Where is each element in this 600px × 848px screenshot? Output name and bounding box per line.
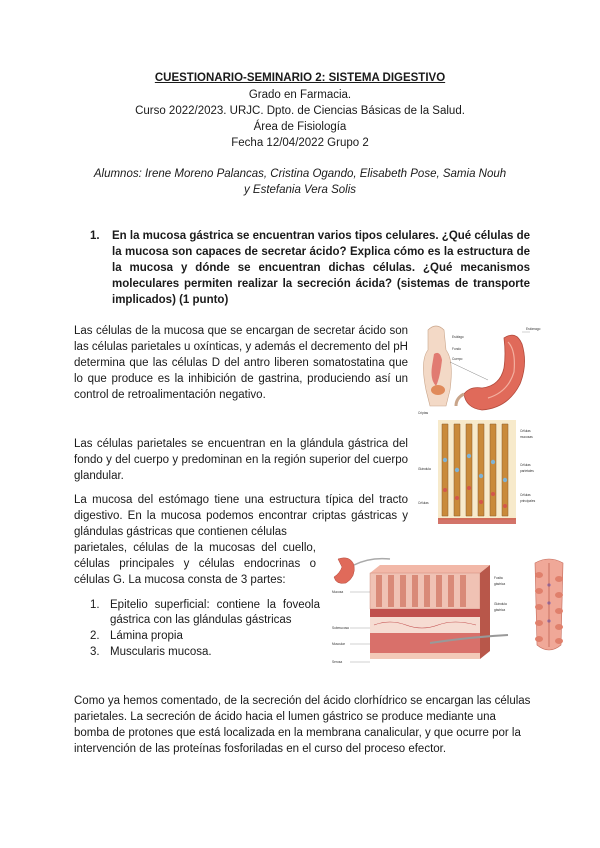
question-number: 1. xyxy=(90,230,100,242)
answer-paragraph-3a: La mucosa del estómago tiene una estructura típica del tracto digestivo. En la mucosa podemos encontrar criptas gástricas y glándulas gástricas que contienen células xyxy=(74,494,408,538)
answer-paragraph-3b: parietales, células de la mucosas del cuello, células principales y células endocrinas o células G. La mucosa consta de 3 partes: xyxy=(74,542,316,586)
svg-text:Criptas: Criptas xyxy=(418,411,429,415)
svg-text:Fosita: Fosita xyxy=(494,576,503,580)
list-item: 3. Muscularis mucosa. xyxy=(90,646,212,658)
svg-text:gástrica: gástrica xyxy=(494,608,506,612)
document-title: CUESTIONARIO-SEMINARIO 2: SISTEMA DIGESTIVO xyxy=(154,72,446,84)
label-serosa: Serosa xyxy=(332,660,343,664)
label-muscular: Muscular xyxy=(332,642,345,646)
authors-line-2: y Estefania Vera Solis xyxy=(243,184,357,196)
question-text: En la mucosa gástrica se encuentran varios tipos celulares. ¿Qué células de la mucosa son capaces de secretar ácido? Explica cómo es la estructura de la mucosa y dónde se encuentran dichas células. ¿Qué mecanismos moleculares permiten realizar la secreción ácida? (sistemas de transporte implicados) (1 punto) xyxy=(112,230,531,306)
svg-text:Células: Células xyxy=(520,493,531,497)
question-1 xyxy=(90,228,530,308)
svg-text:Células: Células xyxy=(418,501,429,505)
stomach-gland-figure xyxy=(416,320,544,526)
svg-text:Células: Células xyxy=(520,463,531,467)
authors xyxy=(70,166,530,198)
svg-text:Cuerpo: Cuerpo xyxy=(452,357,463,361)
answer-paragraph-1: Las células de la mucosa que se encargan de secretar ácido son las células parietales u oxínticas, y además el decremento del pH determina que las células D del antro liberen somatostatina que lo que produce es la inhibición de gastrina, produciendo así un control de retroalimentación negativo. xyxy=(74,325,408,401)
svg-text:mucosas: mucosas xyxy=(520,435,533,439)
answer-paragraph-2: Las células parietales se encuentran en la glándula gástrica del fondo y del cuerpo y predominan en la región superior del cuerpo glandular. xyxy=(74,438,408,482)
svg-text:parietales: parietales xyxy=(520,469,534,473)
svg-text:Glándula: Glándula xyxy=(494,602,507,606)
stomach-wall-layers-figure xyxy=(330,555,526,675)
list-item: 1. Epitelio superficial: contiene la foveola gástrica con las glándulas gástricas xyxy=(90,599,320,626)
svg-text:Células: Células xyxy=(520,429,531,433)
gastric-gland-figure xyxy=(527,555,571,655)
degree-line: Grado en Farmacia. xyxy=(248,89,352,101)
svg-text:gástrica: gástrica xyxy=(494,582,506,586)
authors-line-1: Alumnos: Irene Moreno Palancas, Cristina Ogando, Elisabeth Pose, Samia Nouh xyxy=(93,168,507,180)
svg-text:Fondo: Fondo xyxy=(452,347,462,351)
mucosa-parts-list xyxy=(90,598,320,661)
svg-text:principales: principales xyxy=(520,499,536,503)
svg-text:Glándula: Glándula xyxy=(418,467,431,471)
label-submucosa: Submucosa xyxy=(332,626,349,630)
list-item: 2. Lámina propia xyxy=(90,630,183,642)
course-line: Curso 2022/2023. URJC. Dpto. de Ciencias Básicas de la Salud. xyxy=(135,105,465,117)
svg-text:Esófago: Esófago xyxy=(452,335,464,339)
svg-text:Estómago: Estómago xyxy=(526,327,541,331)
date-line: Fecha 12/04/2022 Grupo 2 xyxy=(231,137,369,149)
label-mucosa: Mucosa xyxy=(332,590,344,594)
area-line: Área de Fisiología xyxy=(253,121,347,133)
answer-paragraph-4: Como ya hemos comentado, de la secreción del ácido clorhídrico se encargan las células parietales. La secreción de ácido hacia el lumen gástrico se produce mediante una bomba de protones que está localizada en la membrana canalicular, y que ocurre por la intervención de las proteínas fosforiladas en el curso del proceso efector. xyxy=(74,695,531,755)
